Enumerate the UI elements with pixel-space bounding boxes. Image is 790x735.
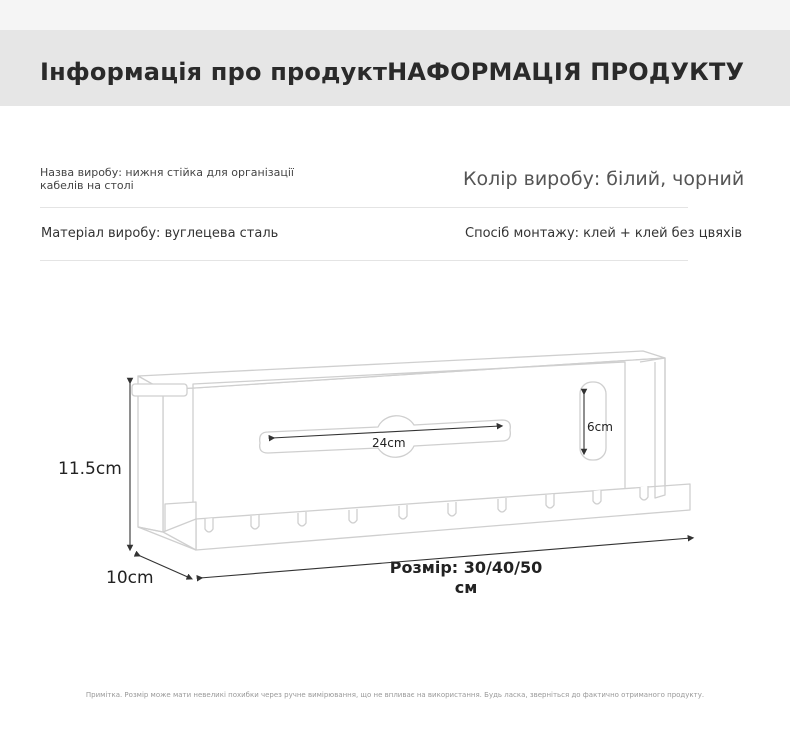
product-material-spec: Матеріал виробу: вуглецева сталь [41, 226, 279, 241]
depth-dimension-label: 10cm [106, 568, 154, 588]
mounting-method-spec: Спосіб монтажу: клей + клей без цвяхів [465, 226, 743, 241]
product-name-spec: Назва виробу: нижня стійка для організації кабелів на столі [40, 166, 294, 192]
hole-height-label: 6cm [587, 420, 613, 434]
page-title: Інформація про продуктНАФОРМАЦІЯ ПРОДУКТУ [40, 58, 745, 86]
product-color-spec: Колір виробу: білий, чорний [463, 168, 745, 190]
footnote: Примітка. Розмір може мати невеликі похибки через ручне вимірювання, що не впливає на використання. Будь ласка, зверніться до фактично отриманого продукту. [85, 691, 705, 699]
slot-length-label: 24cm [372, 436, 406, 450]
height-dimension-label: 11.5cm [58, 459, 122, 479]
cable-tray-body [132, 351, 690, 550]
size-label: Розмір: 30/40/50 см [389, 558, 543, 597]
